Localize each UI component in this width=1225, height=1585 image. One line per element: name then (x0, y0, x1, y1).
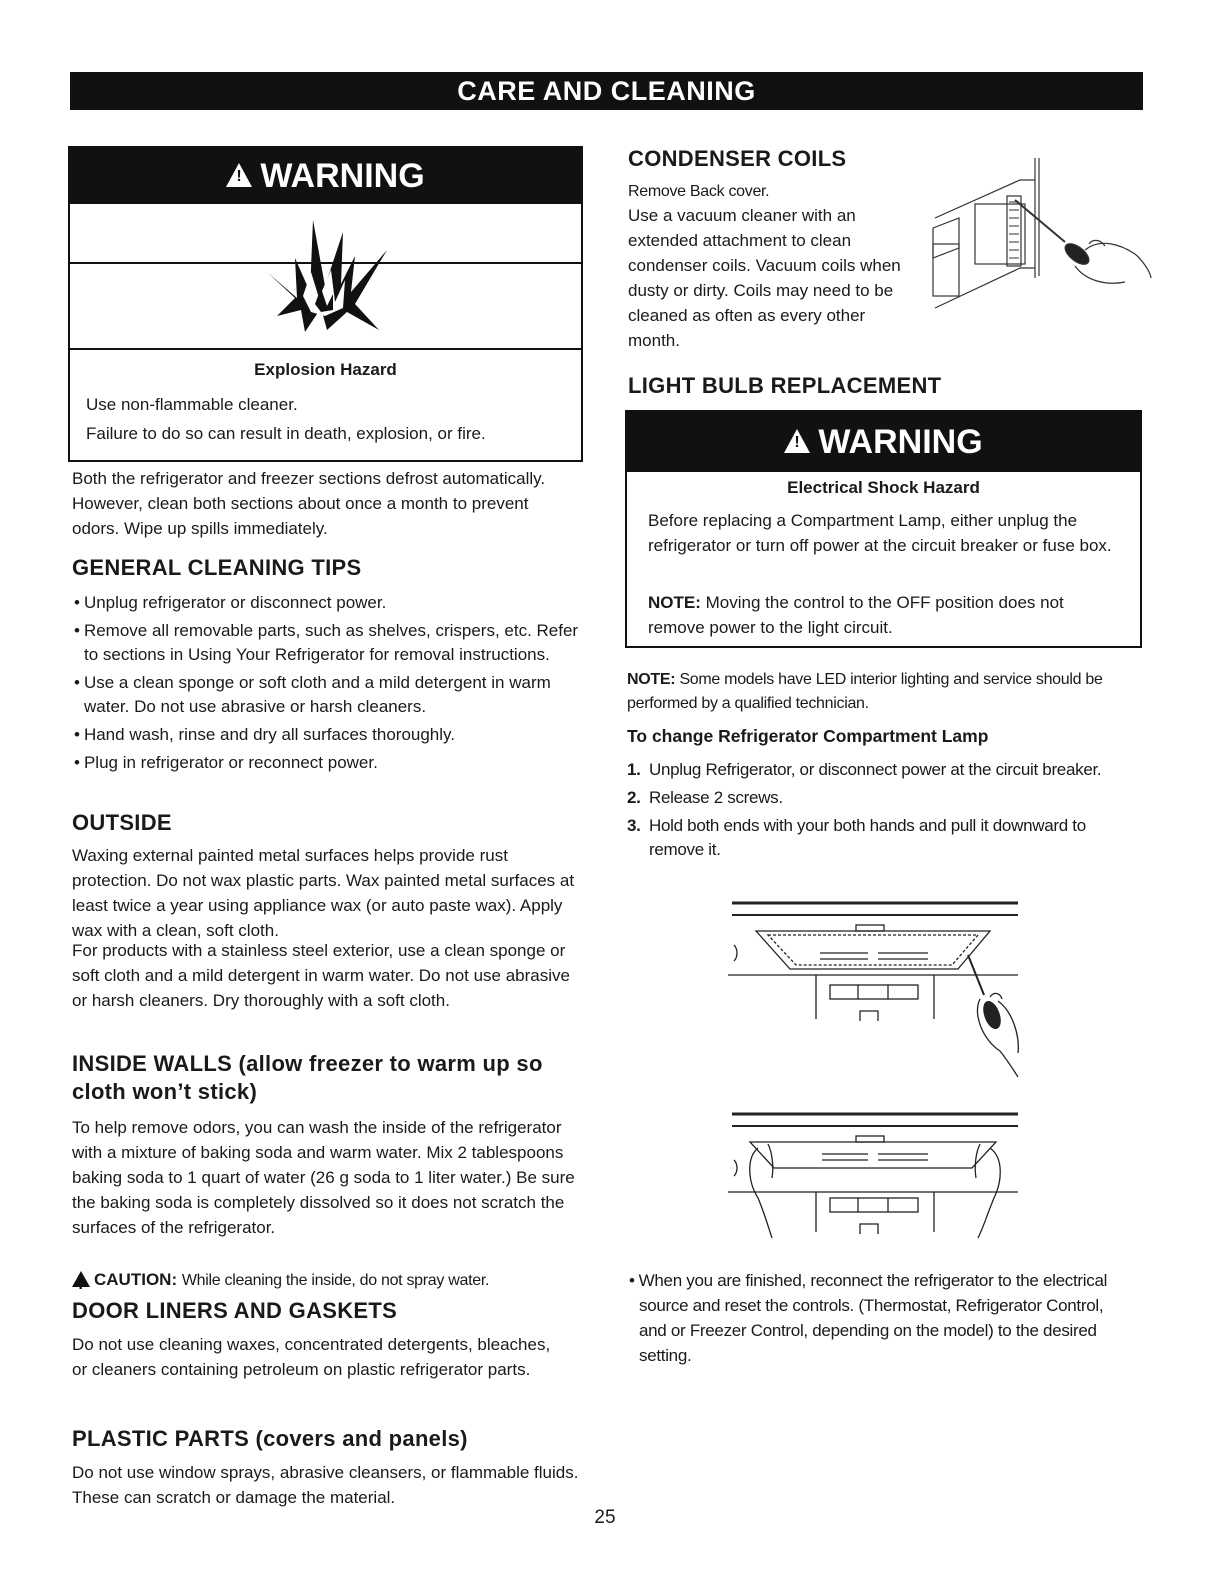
warning1-heading: WARNING (260, 157, 425, 195)
light-bulb-heading: LIGHT BULB REPLACEMENT (628, 373, 942, 398)
outside-paragraph-2: For products with a stainless steel exterior, use a clean sponge or soft cloth and a mild detergent in warm water. Do not use abrasive or harsh cleaners. Dry thoroughly with a soft cloth. (72, 941, 570, 1010)
caution-triangle-icon (72, 1271, 90, 1287)
lamp-steps-list (627, 758, 1107, 866)
warning2-note (648, 590, 1088, 640)
warning1-line2: Failure to do so can result in death, explosion, or fire. (86, 424, 486, 443)
list-item (627, 758, 1107, 782)
condenser-coils-heading: CONDENSER COILS (628, 146, 847, 171)
final-instructions (627, 1268, 1117, 1372)
warning-triangle-icon (226, 163, 252, 187)
list-item (627, 814, 1107, 862)
led-note (627, 668, 1127, 716)
condenser-coils-illustration (915, 158, 1155, 338)
condenser-line1: Remove Back cover. (628, 183, 770, 200)
warning1-header (68, 146, 583, 204)
condenser-paragraph: Use a vacuum cleaner with an extended attachment to clean condenser coils. Vacuum coils when dusty or dirty. Coils may need to be cleaned as often as every other month. (628, 206, 901, 350)
step-text: Unplug Refrigerator, or disconnect power at the circuit breaker. (649, 760, 1102, 779)
plastic-parts-heading: PLASTIC PARTS (covers and panels) (72, 1426, 468, 1451)
outside-heading: OUTSIDE (72, 810, 172, 835)
general-cleaning-list (72, 591, 582, 779)
list-item: • Remove all removable parts, such as shelves, crispers, etc. Refer to sections in Using Your Refrigerator for removal instructions. (72, 619, 582, 667)
inside-walls-paragraph: To help remove odors, you can wash the inside of the refrigerator with a mixture of baking soda and warm water. Mix 2 tablespoons baking soda to 1 quart of water (26 g soda to 1 liter water.) Be sure the baking soda is completely dissolved so it does not scratch the surfaces of the refrigerator. (72, 1118, 575, 1237)
plastic-parts-paragraph: Do not use window sprays, abrasive cleansers, or flammable fluids. These can scratch or damage the material. (72, 1463, 579, 1507)
note-label: NOTE: (648, 593, 701, 612)
step-number: 2. (627, 788, 641, 807)
led-note-text: Some models have LED interior lighting and service should be performed by a qualified technician. (627, 671, 1103, 712)
caution-label: CAUTION: (94, 1270, 178, 1289)
page-title: CARE AND CLEANING (70, 72, 1143, 110)
list-item: • Hand wash, rinse and dry all surfaces thoroughly. (72, 723, 582, 747)
list-item: • Plug in refrigerator or reconnect power. (72, 751, 582, 775)
step-number: 1. (627, 760, 641, 779)
list-item: • Unplug refrigerator or disconnect power. (72, 591, 582, 615)
lamp-removal-illustration (728, 1108, 1028, 1248)
explosion-icon (255, 212, 395, 340)
note-text: Moving the control to the OFF position does not remove power to the light circuit. (648, 593, 1064, 637)
lamp-screw-illustration (728, 895, 1028, 1080)
warning1-line1: Use non-flammable cleaner. (86, 395, 298, 414)
list-item: • Use a clean sponge or soft cloth and a mild detergent in warm water. Do not use abrasive or harsh cleaners. (72, 671, 582, 719)
outside-paragraph-1: Waxing external painted metal surfaces helps provide rust protection. Do not wax plastic parts. Wax painted metal surfaces at least twice a year using appliance wax (or auto paste wax). Apply wax with a clean, soft cloth. (72, 846, 575, 940)
explosion-hazard-title: Explosion Hazard (254, 360, 397, 379)
electrical-hazard-title: Electrical Shock Hazard (787, 478, 980, 497)
door-liners-paragraph: Do not use cleaning waxes, concentrated detergents, bleaches, or cleaners containing petroleum on plastic refrigerator parts. (72, 1335, 551, 1379)
warning2-header (625, 410, 1142, 472)
warning1-divider (68, 348, 583, 350)
change-lamp-subheading: To change Refrigerator Compartment Lamp (627, 726, 989, 746)
general-cleaning-heading: GENERAL CLEANING TIPS (72, 555, 362, 580)
list-item: • When you are finished, reconnect the refrigerator to the electrical source and reset the controls. (Thermostat, Refrigerator Control, and or Freezer Control, depending on the model) to the desired setting. (627, 1268, 1117, 1368)
caution-text: While cleaning the inside, do not spray water. (181, 1272, 490, 1289)
warning2-heading: WARNING (818, 423, 983, 461)
caution-line (72, 1268, 582, 1293)
page-number: 25 (594, 1507, 616, 1528)
intro-paragraph: Both the refrigerator and freezer sections defrost automatically. However, clean both sections about once a month to prevent odors. Wipe up spills immediately. (72, 469, 546, 538)
step-number: 3. (627, 816, 641, 835)
step-text: Hold both ends with your both hands and pull it downward to remove it. (649, 816, 1086, 859)
led-note-label: NOTE: (627, 671, 676, 688)
warning2-paragraph: Before replacing a Compartment Lamp, either unplug the refrigerator or turn off power at the circuit breaker or fuse box. (648, 511, 1112, 555)
inside-walls-heading: INSIDE WALLS (allow freezer to warm up so cloth won’t stick) (72, 1051, 543, 1104)
step-text: Release 2 screws. (649, 788, 783, 807)
warning-triangle-icon (784, 429, 810, 453)
door-liners-heading: DOOR LINERS AND GASKETS (72, 1298, 398, 1323)
list-item (627, 786, 1107, 810)
